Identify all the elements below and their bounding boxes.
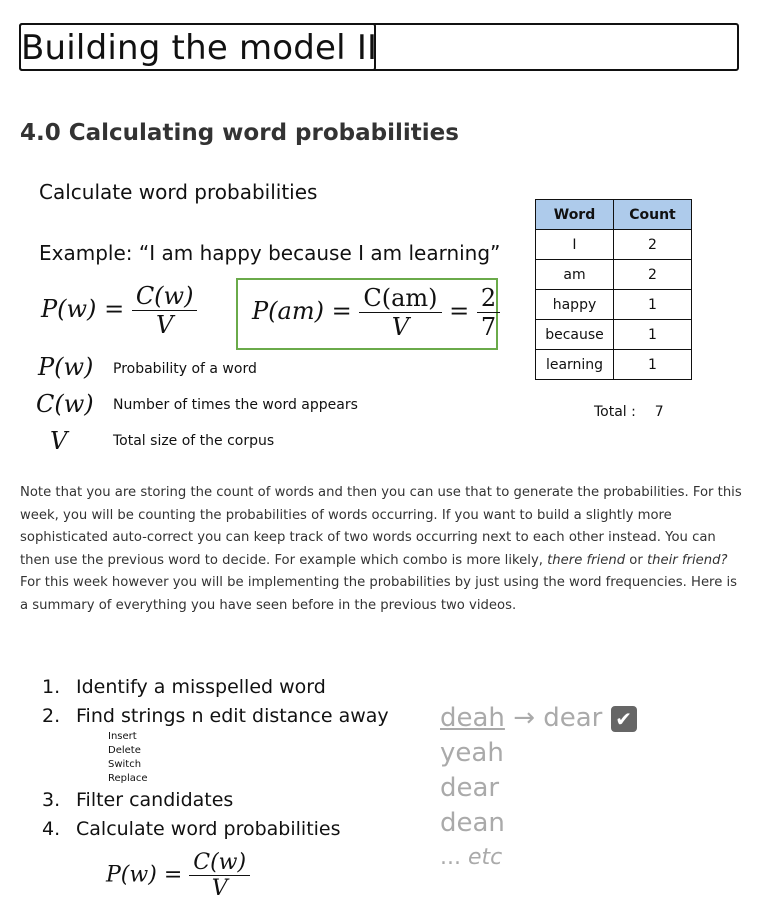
- candidate-correction: [440, 703, 637, 733]
- summary-lhs: P(w): [106, 862, 157, 888]
- table-cell-count: 2: [614, 230, 692, 260]
- step-text: Identify a misspelled word: [76, 676, 326, 698]
- formula-lhs: P(w): [41, 295, 97, 323]
- para-mid: or: [625, 552, 647, 568]
- edit-op-replace: Replace: [108, 773, 148, 784]
- table-row: [536, 290, 692, 320]
- edit-op-insert: Insert: [108, 731, 137, 742]
- candidate-etc: [440, 845, 502, 870]
- chosen-word: dear: [543, 703, 603, 733]
- step-number: 2.: [42, 705, 61, 727]
- table-cell-word: am: [536, 260, 614, 290]
- para-em2: their friend?: [646, 552, 728, 568]
- table-header-count: Count: [614, 200, 692, 230]
- para-em1: there friend: [547, 552, 626, 568]
- summary-fraction: [189, 850, 250, 901]
- slide-heading: Calculate word probabilities: [39, 180, 318, 204]
- example-denominator-1: V: [391, 313, 410, 341]
- candidate-item: dean: [440, 808, 505, 838]
- candidate-item: yeah: [440, 738, 504, 768]
- step-text: Filter candidates: [76, 789, 234, 811]
- page-title: Building the model II: [21, 28, 378, 68]
- checkmark-icon: ✔: [611, 706, 637, 732]
- para-part1: Note that you are storing the count of words and then you can use that to generate the probabilities. For this week, you will be counting the probabilities of words occurring. If you want to build a slightly more sophisticated auto-correct you can keep track of two words occurring next to each other instead. You can then use the previous word to decide. For example which combo is more likely,: [20, 485, 742, 568]
- example-lhs: P(am): [252, 297, 324, 325]
- def-label-c: Number of times the word appears: [113, 397, 358, 413]
- step-number: 3.: [42, 789, 61, 811]
- step-item: [42, 705, 389, 727]
- table-row: [536, 230, 692, 260]
- section-heading: 4.0 Calculating word probabilities: [20, 120, 459, 146]
- ellipsis: ...: [440, 845, 461, 870]
- formula-fraction: [132, 282, 198, 339]
- table-cell-count: 1: [614, 350, 692, 380]
- table-row: [536, 350, 692, 380]
- table-row: [536, 260, 692, 290]
- probability-formula: [41, 282, 197, 339]
- summary-formula: [106, 850, 250, 901]
- etc-text: etc: [467, 845, 503, 870]
- explanation-paragraph: [20, 482, 745, 617]
- table-row: [536, 320, 692, 350]
- total-label: Total :: [594, 404, 636, 420]
- table-header-word: Word: [536, 200, 614, 230]
- example-numerator-2: 2: [477, 284, 500, 313]
- example-fraction-2: [477, 284, 500, 341]
- table-cell-word: because: [536, 320, 614, 350]
- step-number: 4.: [42, 818, 61, 840]
- slide-example: Example: “I am happy because I am learning”: [39, 241, 501, 265]
- def-symbol-c: C(w): [36, 390, 94, 418]
- step-text: Calculate word probabilities: [76, 818, 341, 840]
- step-number: 1.: [42, 676, 61, 698]
- table-cell-count: 1: [614, 290, 692, 320]
- candidate-item: dear: [440, 773, 500, 803]
- word-count-table: [535, 199, 692, 380]
- summary-eq: =: [163, 862, 183, 888]
- table-total: [594, 404, 664, 420]
- def-symbol-v: V: [50, 427, 68, 455]
- step-item: [42, 676, 326, 698]
- example-eq1: =: [331, 297, 352, 325]
- step-item: [42, 789, 233, 811]
- misspelled-word: deah: [440, 703, 505, 733]
- para-part2: For this week however you will be implementing the probabilities by just using the word frequencies. Here is a summary of everything you have seen before in the previous two videos.: [20, 575, 738, 613]
- arrow-icon: →: [513, 703, 535, 733]
- table-cell-word: I: [536, 230, 614, 260]
- summary-denominator: V: [211, 876, 228, 901]
- example-denominator-2: 7: [480, 313, 497, 341]
- def-label-v: Total size of the corpus: [113, 433, 275, 449]
- formula-eq: =: [104, 295, 125, 323]
- def-symbol-p: P(w): [38, 353, 94, 381]
- edit-op-switch: Switch: [108, 759, 142, 770]
- table-cell-word: learning: [536, 350, 614, 380]
- table-cell-word: happy: [536, 290, 614, 320]
- edit-op-delete: Delete: [108, 745, 141, 756]
- table-header-row: [536, 200, 692, 230]
- formula-denominator: V: [155, 311, 174, 339]
- step-text: Find strings n edit distance away: [76, 705, 389, 727]
- example-eq2: =: [449, 297, 470, 325]
- step-item: [42, 818, 341, 840]
- total-value: 7: [654, 404, 664, 420]
- example-formula: [252, 284, 500, 341]
- example-numerator-1: C(am): [359, 284, 441, 313]
- formula-numerator: C(w): [132, 282, 198, 311]
- def-label-p: Probability of a word: [113, 361, 257, 377]
- summary-numerator: C(w): [189, 850, 250, 876]
- table-cell-count: 1: [614, 320, 692, 350]
- table-cell-count: 2: [614, 260, 692, 290]
- example-fraction-1: [359, 284, 441, 341]
